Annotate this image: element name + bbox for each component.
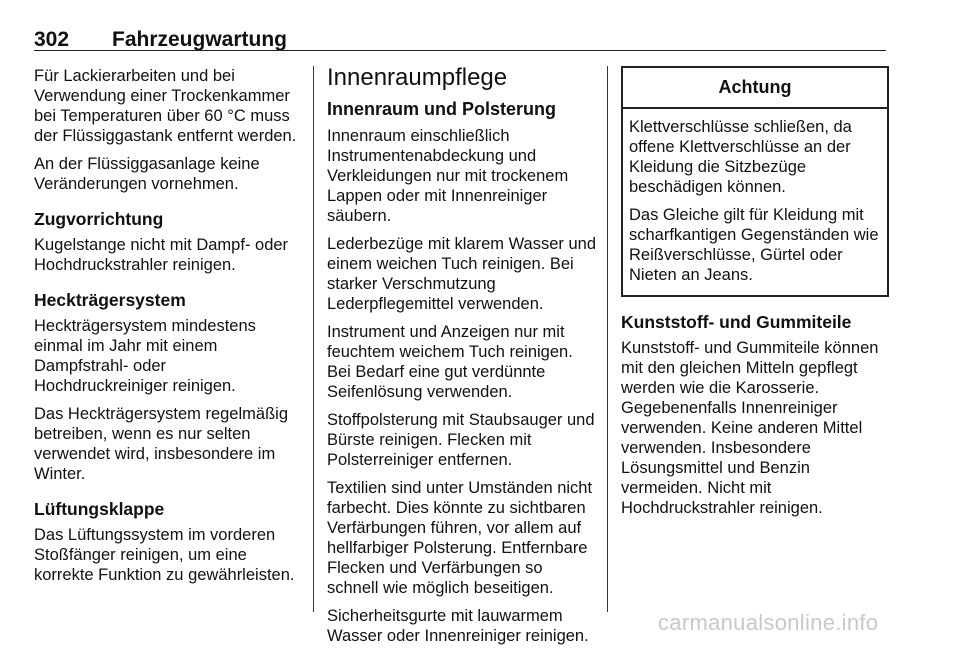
heading-lueftungsklappe: Lüftungsklappe bbox=[34, 499, 165, 519]
paragraph-textilien: Textilien sind unter Umständen nicht farbecht. Dies könnte zu sichtbaren Verfärbungen führen, vor allem auf hellfarbiger Polsterung. Entfernbare Flecken und Verfärbungen so schnell wie möglich beseitigen. bbox=[327, 479, 593, 597]
column-1 bbox=[34, 66, 300, 593]
paragraph-gurte: Sicherheitsgurte mit lauwarmem Wasser oder Innenreiniger reinigen. bbox=[327, 607, 589, 645]
paragraph-stoffpolster: Stoffpolsterung mit Staubsauger und Bürste reinigen. Flecken mit Polsterreiniger entfernen. bbox=[327, 411, 595, 469]
page-number: 302 bbox=[34, 28, 70, 51]
watermark: carmanualsonline.info bbox=[658, 610, 879, 635]
heading-innenraumpflege: Innenraumpflege bbox=[327, 64, 508, 91]
page-title: Fahrzeugwartung bbox=[112, 28, 288, 51]
paragraph-lackier: Für Lackierarbeiten und bei Verwendung einer Trockenkammer bei Temperaturen über 60 °C muss der Flüssiggastank entfernt werden. bbox=[34, 67, 297, 145]
heading-kunststoff-gummi: Kunststoff- und Gummiteile bbox=[621, 312, 852, 332]
header-rule bbox=[34, 50, 886, 51]
warning-paragraph-klett: Klettverschlüsse schließen, da offene Klettverschlüsse an der Kleidung die Sitzbezüge beschädigen können. bbox=[629, 118, 852, 196]
page-header bbox=[34, 28, 287, 52]
heading-zugvorrichtung: Zugvorrichtung bbox=[34, 209, 164, 229]
paragraph-innenraum: Innenraum einschließlich Instrumentenabdeckung und Verkleidungen nur mit trockenem Lappen oder mit Innenreiniger säubern. bbox=[327, 127, 569, 225]
paragraph-instrument: Instrument und Anzeigen nur mit feuchtem weichem Tuch reinigen. Bei Bedarf eine gut verdünnte Seifenlösung verwenden. bbox=[327, 323, 573, 401]
paragraph-fluessiggas: An der Flüssiggasanlage keine Veränderungen vornehmen. bbox=[34, 155, 260, 193]
column-divider-1 bbox=[313, 66, 314, 612]
heading-innenraum-polsterung: Innenraum und Polsterung bbox=[327, 99, 557, 119]
warning-body bbox=[623, 109, 887, 295]
paragraph-kunststoff: Kunststoff- und Gummiteile können mit den gleichen Mitteln gepflegt werden wie die Karosserie. Gegebenenfalls Innenreiniger verwenden. Keine anderen Mittel verwenden. Insbesondere Lösungsmittel und Benzin vermeiden. Nicht mit Hochdruckstrahler reinigen. bbox=[621, 339, 879, 517]
column-2 bbox=[327, 66, 597, 654]
paragraph-heck-reinigen: Heckträgersystem mindestens einmal im Jahr mit einem Dampfstrahl- oder Hochdruckreiniger reinigen. bbox=[34, 317, 256, 395]
paragraph-leder: Lederbezüge mit klarem Wasser und einem weichen Tuch reinigen. Bei starker Verschmutzung Lederpflegemittel verwenden. bbox=[327, 235, 597, 313]
warning-paragraph-kleidung: Das Gleiche gilt für Kleidung mit scharfkantigen Gegenständen wie Reißverschlüsse, Gürtel oder Nieten an Jeans. bbox=[629, 206, 879, 284]
paragraph-lueftung: Das Lüftungssystem im vorderen Stoßfänger reinigen, um eine korrekte Funktion zu gewährleisten. bbox=[34, 526, 295, 584]
column-3 bbox=[621, 66, 889, 526]
warning-title: Achtung bbox=[623, 68, 887, 109]
paragraph-heck-betreiben: Das Heckträgersystem regelmäßig betreiben, wenn es nur selten verwendet wird, insbesondere im Winter. bbox=[34, 405, 288, 483]
heading-heckträgersystem: Heckträgersystem bbox=[34, 290, 186, 310]
paragraph-kugelstange: Kugelstange nicht mit Dampf- oder Hochdruckstrahler reinigen. bbox=[34, 236, 289, 274]
warning-box bbox=[621, 66, 889, 297]
column-divider-2 bbox=[607, 66, 608, 612]
